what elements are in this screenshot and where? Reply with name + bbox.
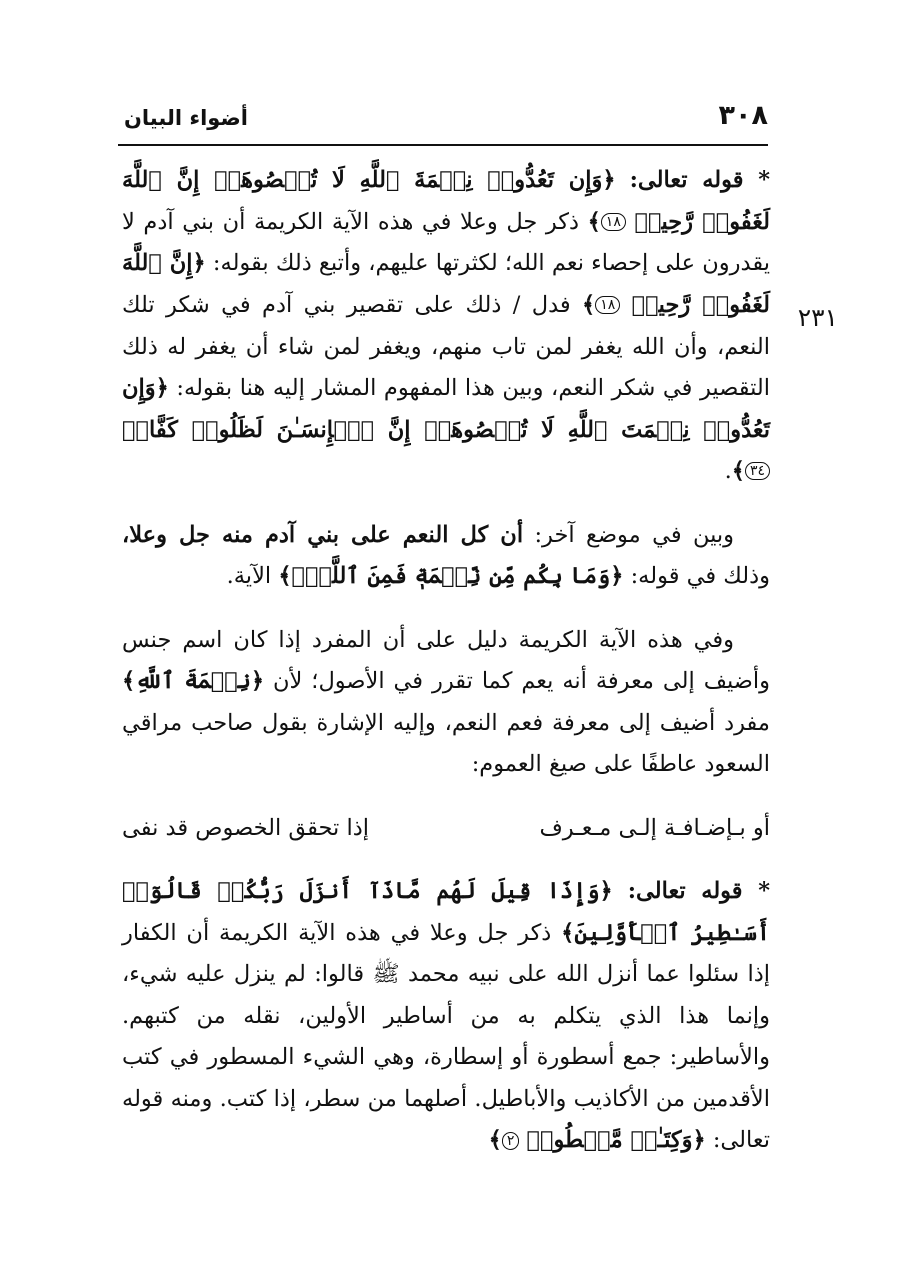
paragraph-gap (122, 493, 770, 515)
quran-verse: وَإِذَا قِيلَ لَهُم مَّاذَآ أَنزَلَ رَبُّكُمۡ قَالُوٓا۟ أَسَـٰطِيرُ ٱلۡأَوَّلِينَ (122, 878, 771, 946)
ornate-bracket-open: ﴿ (602, 167, 616, 193)
ornate-bracket-open: ﴿ (610, 563, 624, 590)
paragraph-text: وبين في موضع آخر: (534, 521, 735, 548)
ornate-bracket-close: ﴾ (122, 668, 136, 695)
margin-page-reference: ٢٣١ (797, 303, 838, 332)
emphasized-text: أن كل النعم على بني آدم منه جل وعلا، (122, 521, 524, 548)
ornate-bracket-open: ﴿ (692, 1127, 706, 1154)
paragraph-text: وذلك في قوله: (630, 563, 770, 590)
paragraph-3 (122, 620, 770, 786)
poem-hemistich-second: إذا تحقق الخصوص قد نفى (122, 814, 369, 841)
ornate-bracket-close: ﴾ (582, 291, 596, 318)
section-lead: * قوله تعالى: (629, 167, 771, 193)
running-title: أضواء البيان (124, 106, 248, 130)
ornate-bracket-open: ﴿ (599, 878, 613, 905)
paragraph-text: ذكر جل وعلا في هذه الآية الكريمة أن الكفار إذا سئلوا عما أنزل الله على نبيه محمد ﷺ قالوا: لم ينزل عليه شيء، وإنما هذا الذي يتكلم به من أساطير الأولين، نقله من كتبهم. والأساطير: جمع أسطورة أو إسطارة، وهي الشيء المسطور في كتب الأقدمين من الأكاذيب والأباطيل. أصلهما من سطر، إذا كتب. ومنه قوله تعالى: (122, 919, 770, 1154)
ornate-bracket-close: ﴾ (731, 458, 745, 484)
paragraph-2 (122, 515, 770, 598)
header-divider (118, 144, 768, 146)
ornate-bracket-open: ﴿ (192, 250, 206, 277)
quran-verse: وَإِن تَعُدُّوا۟ نِعۡمَةَ ٱللَّهِ لَا تُحۡصُوهَآۗ إِنَّ ٱللَّهَ لَغَفُورٞ رَّحِيمٞ (122, 167, 770, 235)
ornate-bracket-close: ﴾ (278, 563, 292, 590)
ayah-number-marker: ٢ (502, 1132, 520, 1150)
paragraph-text: مفرد أضيف إلى معرفة فعم النعم، وإليه الإشارة بقول صاحب مراقي السعود عاطفًا على صيغ العموم: (122, 709, 770, 778)
paragraph-4 (122, 871, 770, 1162)
ornate-bracket-close: ﴾ (561, 919, 575, 946)
ayah-number-marker: ١٨ (595, 296, 620, 314)
ayah-number-marker: ٣٤ (745, 462, 770, 480)
ornate-bracket-close: ﴾ (488, 1127, 502, 1154)
quran-verse: وَإِن تَعُدُّوا۟ نِعۡمَتَ ٱللَّهِ لَا تُحۡصُوهَآۗ إِنَّ ٱلۡإِنسَـٰنَ لَظَلُومٞ كَفَّارٞ (122, 375, 770, 443)
quran-verse: نِعۡمَةَ ٱللَّهِ (135, 668, 251, 695)
ornate-bracket-open: ﴿ (250, 668, 265, 695)
quran-verse: وَمَا بِكُم مِّن نِّعۡمَةٖ فَمِنَ ٱللَّهِۖ (291, 563, 611, 590)
paragraph-text: وفي هذه الآية الكريمة دليل على أن المفرد إذا كان اسم جنس وأضيف إلى معرفة أنه يعم كما تقرر في الأصول؛ لأن (122, 626, 771, 695)
sentence-end: . (724, 458, 732, 484)
poem-verse (122, 808, 770, 850)
page-number: ٣٠٨ (718, 100, 768, 131)
paragraph-gap (122, 786, 770, 808)
quran-verse: إِنَّ ٱللَّهَ لَغَفُورٞ رَّحِيمٞ (122, 250, 771, 318)
paragraph-gap (122, 849, 770, 871)
page-body (122, 160, 770, 1162)
ornate-bracket-close: ﴾ (587, 208, 601, 235)
section-lead: * قوله تعالى: (627, 878, 770, 905)
ornate-bracket-open: ﴿ (155, 375, 169, 401)
paragraph-text: ذكر جل وعلا في هذه الآية الكريمة أن بني آدم لا يقدرون على إحصاء نعم الله؛ لكثرتها عليهم، وأتبع ذلك بقوله: (122, 208, 770, 277)
paragraph-text: الآية. (226, 563, 272, 590)
ayah-number-marker: ١٨ (601, 213, 626, 231)
paragraph-1 (122, 160, 770, 493)
quran-verse: وَكِتَـٰبٖ مَّسۡطُورٖ (526, 1127, 693, 1154)
page-header (118, 96, 768, 142)
poem-hemistich-first: أو بـإضـافـة إلـى مـعـرف (539, 814, 770, 841)
paragraph-gap (122, 598, 770, 620)
paragraph-text: فدل / ذلك على تقصير بني آدم في شكر تلك النعم، وأن الله يغفر لمن تاب منهم، ويغفر لمن شاء أن يغفر له ذلك التقصير في شكر النعم، وبين هذا المفهوم المشار إليه هنا بقوله: (122, 291, 770, 401)
